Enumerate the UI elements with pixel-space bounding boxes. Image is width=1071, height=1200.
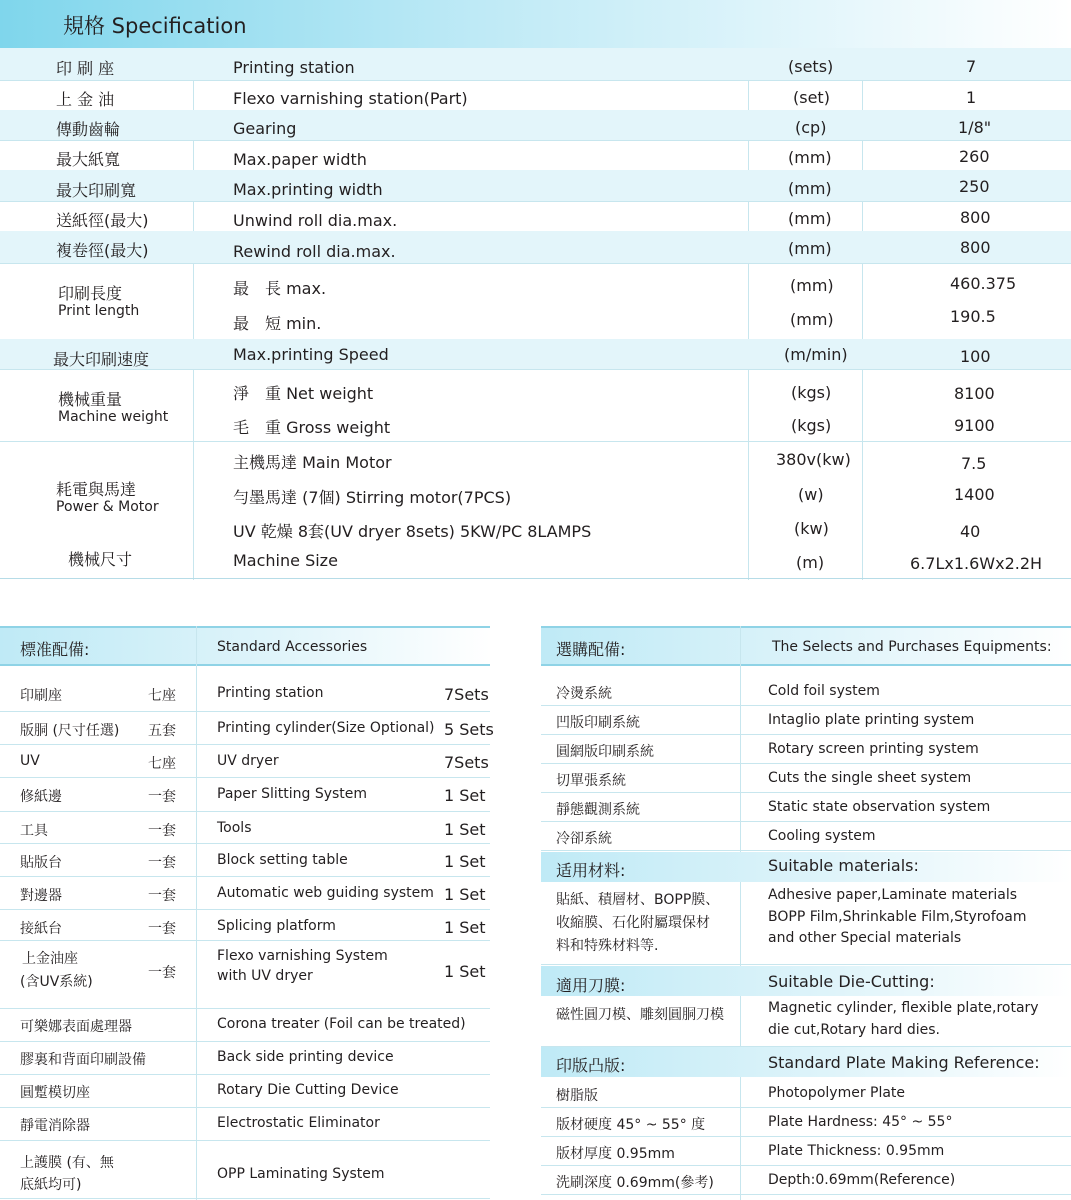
item-qty: 1 Set — [444, 962, 486, 981]
item-en: Block setting table — [217, 852, 348, 868]
spec-value: 7 — [966, 57, 977, 76]
list-item — [541, 764, 1071, 793]
spec-unit: (mm) — [790, 310, 834, 329]
spec-unit: (kgs) — [791, 383, 832, 402]
spec-unit: (mm) — [788, 179, 832, 198]
spec-row — [0, 48, 1071, 81]
spec-unit: (kgs) — [791, 416, 832, 435]
spec-label-en: Flexo varnishing station(Part) — [233, 89, 468, 108]
item-en: Corona treater (Foil can be treated) — [217, 1016, 466, 1032]
list-item — [541, 1137, 1071, 1166]
spec-row-max-speed — [0, 339, 1071, 370]
item-zh: 冷燙系統 — [556, 686, 612, 702]
spec-value: 6.7Lx1.6Wx2.2H — [910, 554, 1043, 573]
item-en: Automatic web guiding system — [217, 885, 434, 901]
spec-label-en: Machine weight — [58, 409, 169, 425]
item-zh: 上金油座 — [22, 951, 78, 967]
item-qty-zh: 一套 — [148, 888, 176, 904]
spec-label-en: Rewind roll dia.max. — [233, 242, 396, 261]
optional-title-en: The Selects and Purchases Equipments: — [772, 639, 1052, 655]
spec-value: 460.375 — [950, 274, 1017, 293]
spec-label-zh: 送紙徑(最大) — [56, 211, 149, 230]
item-qty: 1 Set — [444, 852, 486, 871]
item-en: Tools — [217, 820, 252, 836]
item-zh: 洗刷深度 0.69mm(參考) — [556, 1175, 714, 1191]
spec-unit: (m) — [796, 553, 825, 572]
item-qty-zh: 一套 — [148, 789, 176, 805]
list-item — [0, 1140, 490, 1199]
item-en: Paper Slitting System — [217, 786, 368, 802]
item-en: Flexo varnishing System — [217, 948, 388, 964]
item-zh: 切單張系統 — [556, 773, 626, 789]
spec-label-zh: 最大印刷速度 — [53, 350, 150, 369]
spec-sub-label: 主機馬達 Main Motor — [233, 453, 392, 472]
spec-value: 40 — [960, 522, 981, 541]
item-zh: 圓蹔模切座 — [20, 1085, 90, 1101]
item-en: Plate Hardness: 45° ~ 55° — [768, 1114, 953, 1130]
spec-sub-label: 最 短 min. — [233, 314, 322, 333]
item-zh: 凹版印刷系統 — [556, 715, 640, 731]
spec-sub-label: 淨 重 Net weight — [233, 384, 374, 403]
plate-header — [541, 1047, 1071, 1077]
item-en: Rotary Die Cutting Device — [217, 1082, 399, 1098]
page-title: 規格 Specification — [63, 14, 247, 38]
materials-row — [541, 882, 1071, 965]
materials-zh: 料和特殊材料等. — [556, 938, 659, 954]
item-qty-zh: 一套 — [148, 823, 176, 839]
materials-en: and other Special materials — [768, 930, 962, 946]
item-en: with UV dryer — [217, 968, 313, 984]
standard-header — [0, 626, 490, 666]
item-zh: 冷卻系統 — [556, 831, 612, 847]
plate-title-zh: 印版凸版: — [556, 1056, 626, 1075]
list-item — [0, 1041, 490, 1075]
spec-label-en: Max.paper width — [233, 150, 367, 169]
spec-row — [0, 80, 1071, 111]
item-qty: 7Sets — [444, 685, 489, 704]
spec-label-zh: 傳動齒輪 — [56, 120, 121, 139]
item-zh: 圓網版印刷系統 — [556, 744, 654, 760]
item-en: Rotary screen printing system — [768, 741, 979, 757]
item-en: Depth:0.69mm(Reference) — [768, 1172, 956, 1188]
spec-value: 100 — [960, 347, 991, 366]
spec-row — [0, 140, 1071, 171]
item-qty: 1 Set — [444, 820, 486, 839]
spec-sub-label: UV 乾燥 8套(UV dryer 8sets) 5KW/PC 8LAMPS — [233, 522, 592, 541]
item-en: Electrostatic Eliminator — [217, 1115, 380, 1131]
spec-unit: (sets) — [788, 57, 834, 76]
optional-header — [541, 626, 1071, 666]
list-item — [541, 1079, 1071, 1108]
spec-unit: (mm) — [788, 239, 832, 258]
item-qty-zh: 一套 — [148, 921, 176, 937]
item-zh: 印刷座 — [20, 688, 62, 704]
spec-label-zh: 最大印刷寬 — [56, 181, 137, 200]
spec-table — [0, 48, 1071, 580]
spec-label-zh: 上 金 油 — [56, 90, 115, 109]
optional-title-zh: 選購配備: — [556, 640, 626, 659]
item-en: Back side printing device — [217, 1049, 394, 1065]
item-en: Intaglio plate printing system — [768, 712, 975, 728]
item-zh: 貼版台 — [20, 855, 62, 871]
item-en: Cold foil system — [768, 683, 880, 699]
item-en: Cooling system — [768, 828, 876, 844]
spec-unit: (mm) — [790, 276, 834, 295]
spec-row-power — [0, 441, 1071, 545]
diecut-header — [541, 966, 1071, 996]
list-item — [0, 876, 490, 910]
list-item — [541, 822, 1071, 851]
list-item — [0, 744, 490, 778]
spec-label-en: Power & Motor — [56, 499, 159, 515]
standard-accessories — [0, 626, 494, 1200]
item-zh: 修紙邊 — [20, 789, 62, 805]
materials-zh: 貼紙、積層材、BOPP膜、 — [556, 892, 720, 908]
list-item — [541, 1166, 1071, 1195]
item-qty-zh: 七座 — [148, 756, 176, 772]
spec-sub-label: 勻墨馬達 (7個) Stirring motor(7PCS) — [233, 488, 512, 507]
item-zh: 樹脂版 — [556, 1088, 598, 1104]
standard-title-zh: 標准配備: — [20, 640, 90, 659]
item-qty: 7Sets — [444, 753, 489, 772]
optional-equipment — [541, 626, 1071, 1200]
spec-value: 7.5 — [961, 454, 987, 473]
item-zh: 膠裏和背面印刷設備 — [20, 1052, 146, 1068]
list-item — [541, 735, 1071, 764]
item-en: Printing station — [217, 685, 324, 701]
list-item — [0, 843, 490, 877]
spec-unit: (kw) — [794, 519, 829, 538]
item-en: Cuts the single sheet system — [768, 770, 972, 786]
diecut-row — [541, 996, 1071, 1047]
spec-header — [0, 0, 1071, 48]
diecut-title-en: Suitable Die-Cutting: — [768, 972, 935, 991]
spec-label-zh: 機械尺寸 — [68, 550, 133, 569]
materials-header — [541, 852, 1071, 882]
list-item — [0, 1008, 490, 1042]
list-item — [0, 1074, 490, 1108]
item-qty-zh: 一套 — [148, 965, 176, 981]
spec-sub-label: 最 長 max. — [233, 279, 327, 298]
spec-label-zh: 複卷徑(最大) — [56, 241, 149, 260]
spec-value: 9100 — [954, 416, 995, 435]
item-zh: (含UV系統) — [20, 974, 93, 990]
spec-label-en: Max.printing width — [233, 180, 383, 199]
spec-unit: (cp) — [795, 118, 827, 137]
spec-label-en: Unwind roll dia.max. — [233, 211, 398, 230]
spec-label-en: Print length — [58, 303, 140, 319]
spec-value: 800 — [960, 208, 991, 227]
spec-value: 1400 — [954, 485, 995, 504]
list-item — [541, 677, 1071, 706]
item-qty-zh: 一套 — [148, 855, 176, 871]
item-zh: 工具 — [20, 823, 48, 839]
item-en: Splicing platform — [217, 918, 336, 934]
list-item — [541, 706, 1071, 735]
spec-unit: (w) — [798, 485, 824, 504]
spec-label-zh: 印刷長度 — [58, 284, 123, 303]
spec-value: 1 — [966, 88, 977, 107]
item-en: UV dryer — [217, 753, 279, 769]
item-zh: 上護膜 (有、無 — [20, 1155, 114, 1171]
spec-value: 190.5 — [950, 307, 996, 326]
item-qty: 1 Set — [444, 885, 486, 904]
item-zh: 靜態觀測系統 — [556, 802, 640, 818]
item-qty: 1 Set — [444, 918, 486, 937]
spec-row — [0, 170, 1071, 202]
list-item — [0, 711, 494, 745]
item-en: Plate Thickness: 0.95mm — [768, 1143, 945, 1159]
list-item — [0, 777, 490, 812]
diecut-en: Magnetic cylinder, flexible plate,rotary — [768, 1000, 1039, 1016]
spec-value: 800 — [960, 238, 991, 257]
spec-label-en: Printing station — [233, 58, 355, 77]
item-zh: 底紙均可) — [20, 1177, 82, 1193]
item-en: Printing cylinder(Size Optional) — [217, 720, 435, 736]
spec-label-zh: 機械重量 — [58, 390, 123, 409]
item-zh: 可樂娜表面處理器 — [20, 1019, 132, 1035]
spec-unit: (mm) — [788, 148, 832, 167]
item-en: Static state observation system — [768, 799, 991, 815]
item-zh: 版材硬度 45° ~ 55° 度 — [556, 1117, 706, 1133]
item-zh: 對邊器 — [20, 888, 62, 904]
item-qty: 1 Set — [444, 786, 486, 805]
spec-label-zh: 印 刷 座 — [56, 59, 115, 78]
diecut-title-zh: 適用刀膜: — [556, 976, 626, 995]
spec-label-en: Gearing — [233, 119, 297, 138]
materials-zh: 收縮膜、石化附屬環保材 — [556, 915, 710, 931]
list-item — [0, 909, 490, 941]
list-item — [0, 1107, 490, 1141]
spec-unit: 380v(kw) — [776, 450, 851, 469]
materials-title-zh: 适用材料: — [556, 861, 626, 880]
spec-row-machine-weight — [0, 369, 1071, 442]
item-zh: UV — [20, 753, 40, 769]
spec-label-en: Machine Size — [233, 551, 338, 570]
item-qty: 5 Sets — [444, 720, 494, 739]
spec-label-zh: 最大紙寬 — [56, 150, 121, 169]
spec-value: 260 — [959, 147, 990, 166]
spec-unit: (mm) — [788, 209, 832, 228]
list-item — [541, 1108, 1071, 1137]
spec-row — [0, 201, 1071, 232]
list-item — [0, 940, 490, 1009]
spec-row-machine-size — [0, 545, 1071, 579]
spec-value: 250 — [959, 177, 990, 196]
item-zh: 接紙台 — [20, 921, 62, 937]
spec-label-en: Max.printing Speed — [233, 345, 389, 364]
spec-label-zh: 耗電與馬達 — [56, 480, 137, 499]
spec-value: 1/8" — [958, 118, 992, 137]
spec-unit: (m/min) — [784, 345, 848, 364]
item-zh: 版材厚度 0.95mm — [556, 1146, 675, 1162]
materials-en: BOPP Film,Shrinkable Film,Styrofoam — [768, 909, 1027, 925]
spec-value: 8100 — [954, 384, 995, 403]
list-item — [0, 676, 490, 712]
list-item — [0, 811, 490, 844]
diecut-zh: 磁性圓刀模、雕刻圓胴刀模 — [556, 1007, 724, 1023]
item-zh: 版胴 (尺寸任選) — [20, 723, 120, 739]
item-qty-zh: 五套 — [148, 723, 176, 739]
spec-sub-label: 毛 重 Gross weight — [233, 418, 391, 437]
item-en: OPP Laminating System — [217, 1166, 385, 1182]
plate-title-en: Standard Plate Making Reference: — [768, 1053, 1040, 1072]
materials-title-en: Suitable materials: — [768, 856, 919, 875]
spec-row — [0, 110, 1071, 141]
spec-unit: (set) — [793, 88, 830, 107]
diecut-en: die cut,Rotary hard dies. — [768, 1022, 941, 1038]
spec-row-print-length — [0, 263, 1071, 340]
spec-row — [0, 231, 1071, 264]
item-en: Photopolymer Plate — [768, 1085, 906, 1101]
list-item — [541, 793, 1071, 822]
item-zh: 靜電消除器 — [20, 1118, 90, 1134]
materials-en: Adhesive paper,Laminate materials — [768, 887, 1018, 903]
item-qty-zh: 七座 — [148, 688, 176, 704]
standard-title-en: Standard Accessories — [217, 639, 368, 655]
